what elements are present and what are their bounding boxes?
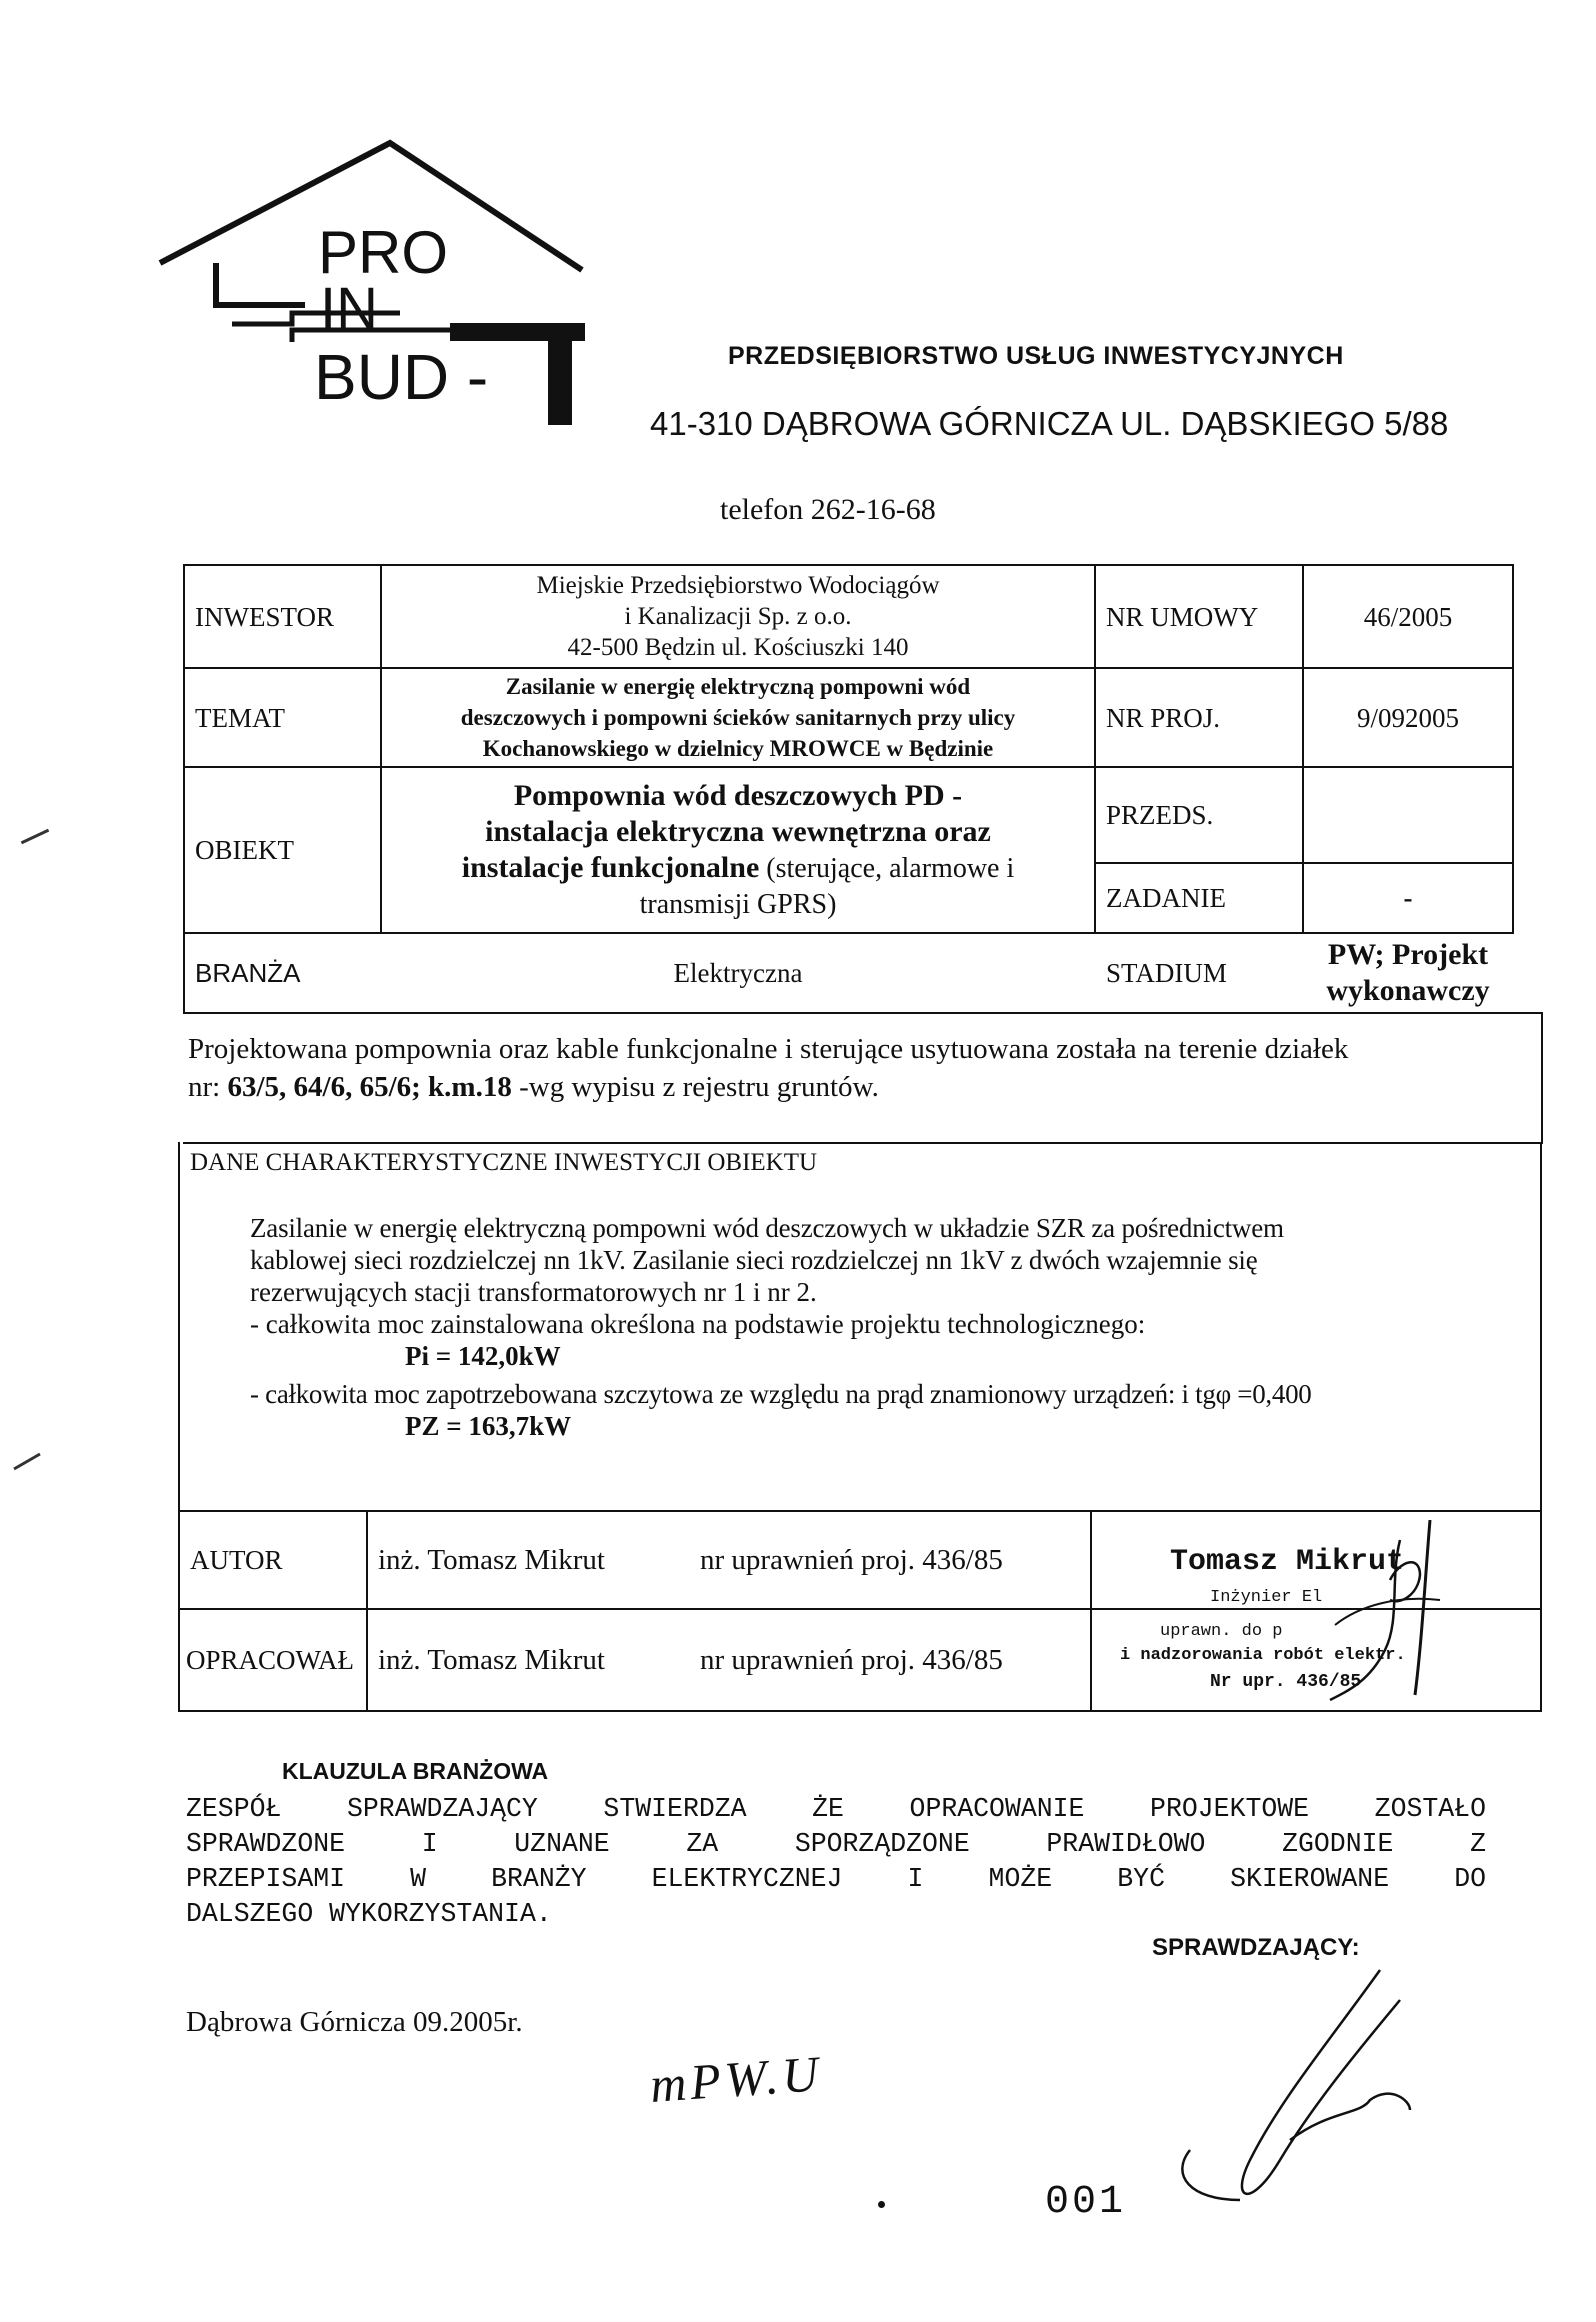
temat-label: TEMAT xyxy=(195,702,285,733)
author-stamp xyxy=(1100,1520,1540,1705)
autor-label: AUTOR xyxy=(190,1545,283,1575)
company-address: 41-310 DĄBROWA GÓRNICZA UL. DĄBSKIEGO 5/88 xyxy=(650,405,1449,442)
stadium-label: STADIUM xyxy=(1106,958,1227,988)
sprawdzajacy-label: SPRAWDZAJĄCY: xyxy=(1152,1934,1360,1961)
branza-value: Elektryczna xyxy=(673,958,803,988)
inwestor-label: INWESTOR xyxy=(195,601,334,632)
location-text: Projektowana pompownia oraz kable funkcjonalne i sterujące usytuowana została na terenie działek nr: 63/5, 64/6, 65/6; k.m.18 -wg wypisu z rejestru gruntów. xyxy=(188,1033,1349,1103)
scan-mark-bullet xyxy=(878,2201,885,2208)
autor-uprawnienia: nr uprawnień proj. 436/85 xyxy=(700,1543,1003,1576)
opracowal-label: OPRACOWAŁ xyxy=(186,1645,355,1675)
nr-umowy-label: NR UMOWY xyxy=(1106,601,1259,632)
zadanie-value: - xyxy=(1403,883,1413,913)
nr-proj-value: 9/092005 xyxy=(1356,702,1459,733)
nr-proj-label: NR PROJ. xyxy=(1106,702,1221,733)
zadanie-label: ZADANIE xyxy=(1106,883,1226,913)
company-logo xyxy=(150,135,650,425)
author-signature-icon xyxy=(1100,1520,1540,1705)
dane-header: DANE CHARAKTERYSTYCZNE INWESTYCJI OBIEKTU xyxy=(190,1149,818,1176)
inwestor-value: Miejskie Przedsiębiorstwo Wodociągów i Kanalizacji Sp. z o.o. 42-500 Będzin ul. Kościuszki 140 xyxy=(536,572,940,661)
opracowal-name: inż. Tomasz Mikrut xyxy=(378,1643,605,1676)
checker-signature-icon xyxy=(1170,1960,1470,2220)
company-phone: telefon 262-16-68 xyxy=(720,493,936,526)
stamp-line3: i nadzorowania robót elektr. xyxy=(1120,1646,1406,1665)
klauzula-text: ZESPÓŁ SPRAWDZAJĄCY STWIERDZA ŻE OPRACOWANIE PROJEKTOWE ZOSTAŁO SPRAWDZONE I UZNANE ZA SPORZĄDZONE PRAWIDŁOWO ZGODNIE Z PRZEPISAMI W BRANŻY ELEKTRYCZNEJ I MOŻE BYĆ SKIEROWANE DO DALSZEGO WYKORZYSTANIA. xyxy=(186,1794,1486,1929)
przeds-label: PRZEDS. xyxy=(1106,800,1214,830)
stadium-value: PW; Projekt wykonawczy xyxy=(1326,938,1490,1007)
stamp-line1: Inżynier El xyxy=(1210,1588,1323,1607)
handwritten-note: mPW.U xyxy=(648,2045,825,2113)
page-number: 001 xyxy=(1045,2180,1127,2225)
opracowal-uprawnienia: nr uprawnień proj. 436/85 xyxy=(700,1643,1003,1676)
nr-umowy-value: 46/2005 xyxy=(1363,601,1453,632)
stamp-line4: Nr upr. 436/85 xyxy=(1210,1672,1362,1692)
logo-pro: PRO xyxy=(318,219,449,286)
logo-bud: BUD - xyxy=(314,341,489,413)
stamp-line2: uprawn. do p xyxy=(1160,1622,1283,1641)
branza-label: BRANŻA xyxy=(195,957,301,988)
scan-mark-left-1 xyxy=(21,829,49,844)
place-date: Dąbrowa Górnicza 09.2005r. xyxy=(186,2006,523,2038)
temat-value: Zasilanie w energię elektryczną pompowni wód deszczowych i pompowni ścieków sanitarnych przy ulicy Kochanowskiego w dzielnicy MROWCE w Będzinie xyxy=(460,674,1016,761)
dane-content: Zasilanie w energię elektryczną pompowni wód deszczowych w układzie SZR za pośrednictwem kablowej sieci rozdzielczej nn 1kV. Zasilanie sieci rozdzielczej nn 1kV z dwóch wzajemnie się rezerwujących stacji transformatorowych nr 1 i nr 2. - całkowita moc zainstalowana określona na podstawie projektu technologicznego: Pi = 142,0kW - całkowita moc zapotrzebowana szczytowa ze względu na prąd znamionowy urządzeń: i tgφ =0,400 PZ = 163,7kW xyxy=(250,1213,1312,1441)
logo-in: IN xyxy=(320,276,378,341)
obiekt-value: Pompownia wód deszczowych PD - instalacja elektryczna wewnętrzna oraz instalacje funkcjonalne (sterujące, alarmowe i transmisji GPRS) xyxy=(461,778,1015,920)
obiekt-label: OBIEKT xyxy=(195,835,294,865)
stamp-name: Tomasz Mikrut xyxy=(1170,1545,1405,1579)
company-name: PRZEDSIĘBIORSTWO USŁUG INWESTYCYJNYCH xyxy=(728,342,1344,370)
klauzula-title: KLAUZULA BRANŻOWA xyxy=(282,1758,549,1784)
autor-name: inż. Tomasz Mikrut xyxy=(378,1543,605,1576)
scan-mark-left-2 xyxy=(13,1453,40,1471)
przeds-value xyxy=(1304,768,1512,862)
